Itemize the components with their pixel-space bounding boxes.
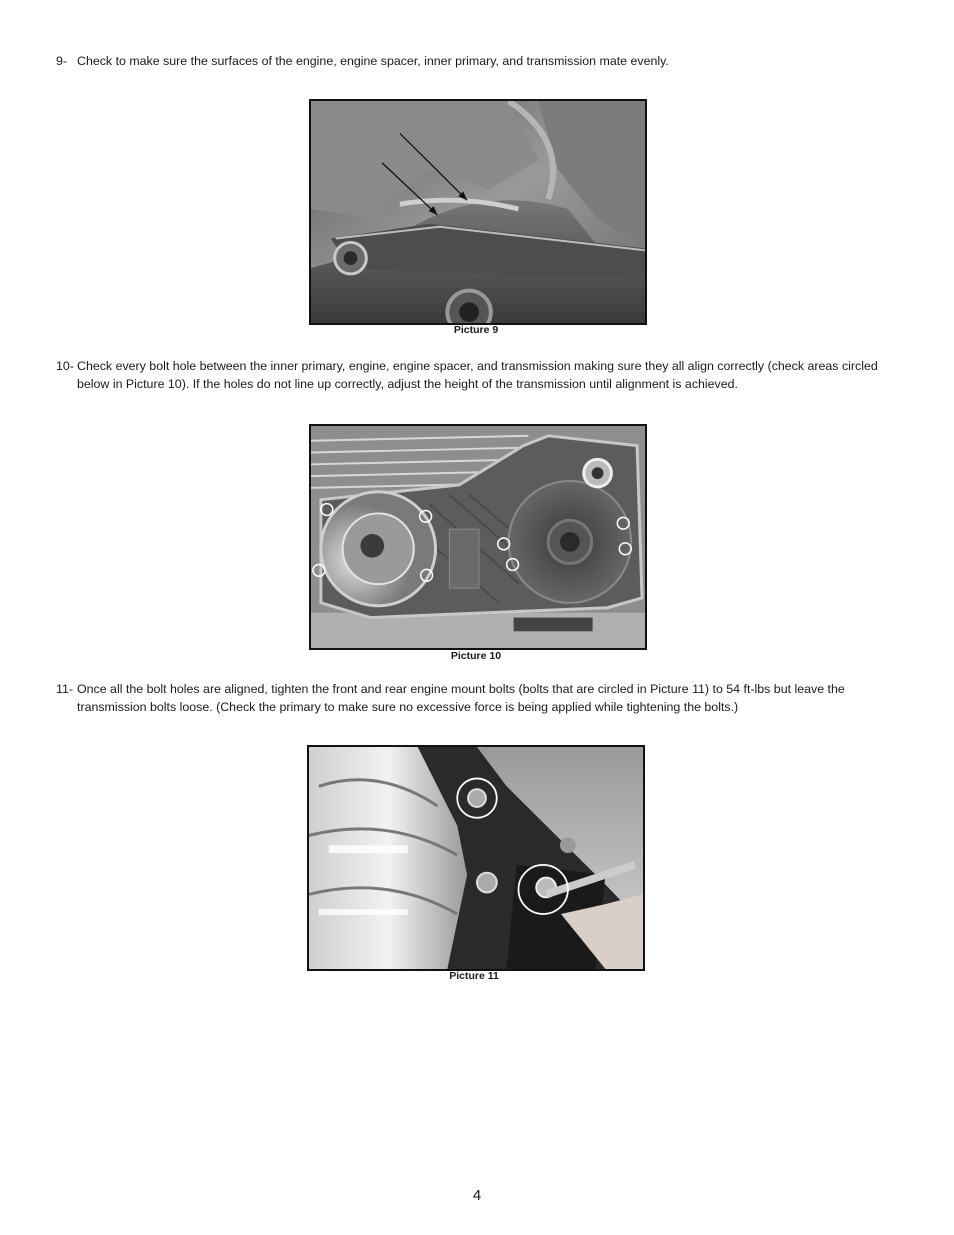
step-text: Once all the bolt holes are aligned, tighten the front and rear engine mount bolts (bolts that are circled in Picture 11) to 54 ft-lbs but leave the transmission bolts loose. (Check the primary to make sure no excessive force is being applied while tightening the bolts.) — [77, 682, 845, 714]
picture-11-photo — [307, 745, 645, 971]
picture-11-caption: Picture 11 — [449, 970, 499, 982]
step-text: Check to make sure the surfaces of the engine, engine spacer, inner primary, and transmission mate evenly. — [77, 54, 669, 68]
picture-10-caption: Picture 10 — [450, 650, 502, 662]
picture-9-photo — [309, 99, 647, 325]
step-number: 11- — [56, 682, 73, 696]
picture-9-caption: Picture 9 — [453, 324, 499, 336]
picture-10-photo — [309, 424, 647, 650]
step-number: 10- — [56, 359, 74, 373]
page-number: 4 — [472, 1187, 482, 1204]
step-number: 9- — [56, 54, 68, 68]
step-text: Check every bolt hole between the inner primary, engine, engine spacer, and transmission making sure they all align correctly (check areas circled below in Picture 10). If the holes do not line up correctly, adjust the height of the transmission until alignment is achieved. — [77, 359, 878, 391]
